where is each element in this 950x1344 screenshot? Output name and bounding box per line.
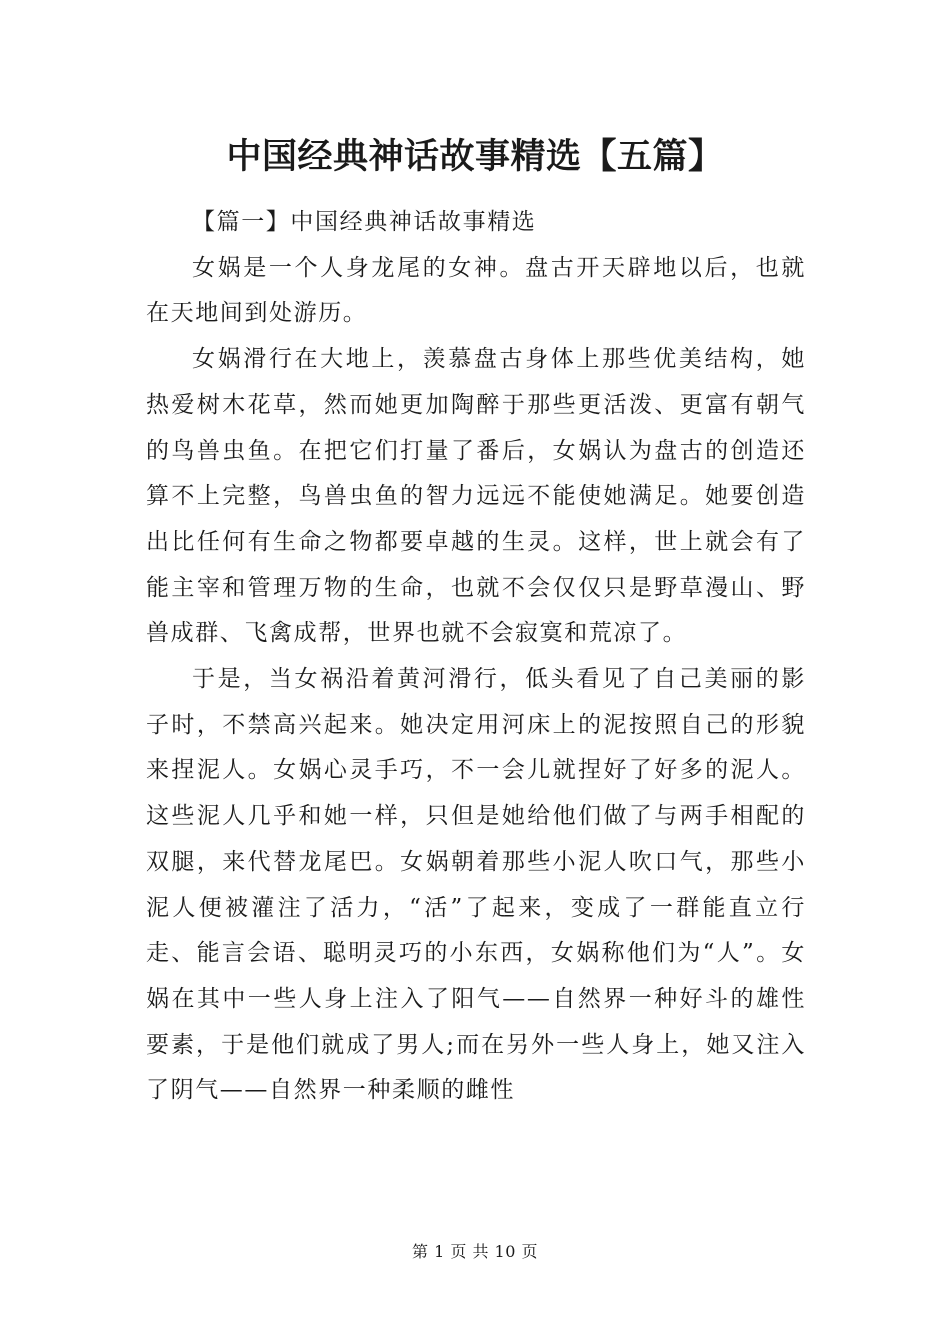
paragraph: 于是，当女祸沿着黄河滑行，低头看见了自己美丽的影子时，不禁高兴起来。她决定用河床上的泥按照自己的形貌来捏泥人。女娲心灵手巧，不一会儿就捏好了好多的泥人。这些泥人几乎和她一样，只但是她给他们做了与两手相配的双腿，来代替龙尾巴。女娲朝着那些小泥人吹口气，那些小泥人便被灌注了活力，“活”了起来，变成了一群能直立行走、能言会语、聪明灵巧的小东西，女娲称他们为“人”。女娲在其中一些人身上注入了阳气——自然界一种好斗的雄性要素，于是他们就成了男人;而在另外一些人身上，她又注入了阴气——自然界一种柔顺的雌性 xyxy=(146,666,806,1104)
section-heading: 【篇一】中国经典神话故事精选 xyxy=(192,209,537,235)
paragraph: 女娲是一个人身龙尾的女神。盘古开天辟地以后，也就在天地间到处游历。 xyxy=(146,254,806,327)
page-footer: 第 1 页 共 10 页 xyxy=(412,1242,538,1261)
paragraph: 女娲滑行在大地上，羡慕盘古身体上那些优美结构，她热爱树木花草，然而她更加陶醉于那些更活泼、更富有朝气的鸟兽虫鱼。在把它们打量了番后，女娲认为盘古的创造还算不上完整，鸟兽虫鱼的智力远远不能使她满足。她要创造出比任何有生命之物都要卓越的生灵。这样，世上就会有了能主宰和管理万物的生命，也就不会仅仅只是野草漫山、野兽成群、飞禽成帮，世界也就不会寂寞和荒凉了。 xyxy=(146,346,806,647)
document-title: 中国经典神话故事精选【五篇】 xyxy=(226,136,724,177)
document-body xyxy=(146,200,806,1114)
